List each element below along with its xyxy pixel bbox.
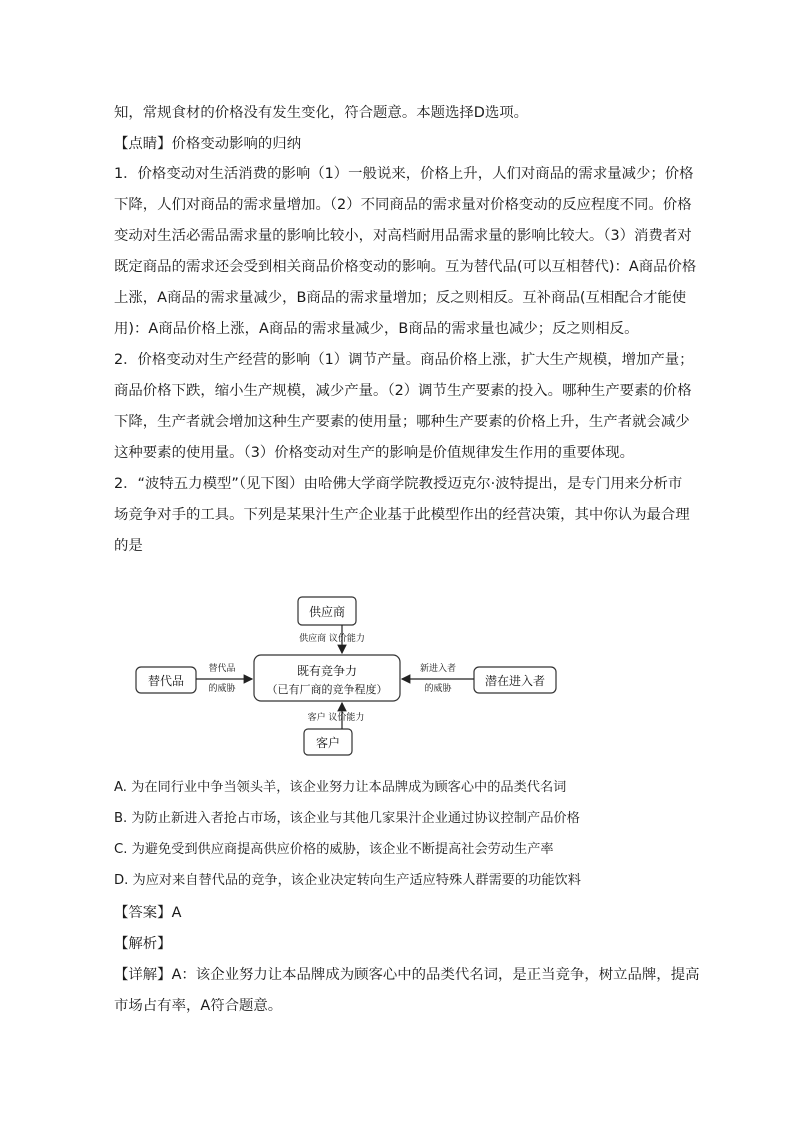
entrant-box-label: 潜在进入者 bbox=[484, 674, 546, 688]
substitute-threat-label-1: 替代品 bbox=[208, 664, 236, 674]
supplier-power-label: 供应商 议价能力 bbox=[299, 634, 365, 644]
question-line-1: 2．“波特五力模型”（见下图）由哈佛大学商学院教授迈克尔·波特提出，是专门用来分析市 bbox=[114, 476, 683, 492]
option-b: B. 为防止新进入者抢占市场，该企业与其他几家果汁企业通过协议控制产品价格 bbox=[114, 811, 580, 826]
substitute-box-label: 替代品 bbox=[147, 674, 185, 688]
text-line-3: 1．价格变动对生活消费的影响（1）一般说来，价格上升，人们对商品的需求量减少；价格 bbox=[114, 166, 694, 182]
entrant-threat-label-1: 新进入者 bbox=[419, 664, 457, 674]
text-line-10: 商品价格下跌，缩小生产规模，减少产量。（2）调节生产要素的投入。哪种生产要素的价格 bbox=[114, 383, 692, 399]
detail-line-1: 【详解】A：该企业努力让本品牌成为顾客心中的品类代名词，是正当竞争，树立品牌，提高 bbox=[114, 967, 700, 983]
entrant-threat-label-2: 的威胁 bbox=[424, 684, 452, 694]
text-line-4: 下降，人们对商品的需求量增加。（2）不同商品的需求量对价格变动的反应程度不同。价格 bbox=[114, 197, 692, 213]
rivalry-line-1: 既有竞争力 bbox=[296, 664, 358, 678]
text-line-9: 2．价格变动对生产经营的影响（1）调节产量。商品价格上涨，扩大生产规模，增加产量； bbox=[114, 352, 694, 368]
tip-heading: 【点睛】价格变动影响的归纳 bbox=[114, 136, 302, 152]
customer-power-label: 客户 议价能力 bbox=[307, 713, 365, 723]
text-line-6: 既定商品的需求还会受到相关商品价格变动的影响。互为替代品(可以互相替代)：A商品价格 bbox=[114, 259, 697, 275]
analysis-heading: 【解析】 bbox=[114, 936, 172, 952]
option-d: D. 为应对来自替代品的竞争，该企业决定转向生产适应特殊人群需要的功能饮料 bbox=[114, 873, 581, 888]
substitute-threat-label-2: 的威胁 bbox=[208, 684, 236, 694]
detail-line-2: 市场占有率，A符合题意。 bbox=[114, 998, 283, 1014]
rivalry-line-2: （已有厂商的竞争程度） bbox=[266, 683, 388, 696]
question-line-2: 场竞争对手的工具。下列是某果汁生产企业基于此模型作出的经营决策，其中你认为最合理 bbox=[114, 507, 690, 523]
text-line-12: 这种要素的使用量。（3）价格变动对生产的影响是价值规律发生作用的重要体现。 bbox=[114, 445, 635, 461]
supplier-box-label: 供应商 bbox=[308, 605, 346, 619]
text-line-8: 用)：A商品价格上涨，A商品的需求量减少，B商品的需求量也减少；反之则相反。 bbox=[114, 321, 639, 337]
five-forces-diagram bbox=[130, 593, 560, 759]
customer-box-label: 客户 bbox=[315, 736, 341, 750]
text-line-11: 下降，生产者就会增加这种生产要素的使用量；哪种生产要素的价格上升，生产者就会减少 bbox=[114, 414, 690, 430]
text-line-1: 知，常规食材的价格没有发生变化，符合题意。本题选择D选项。 bbox=[114, 105, 529, 121]
option-c: C. 为避免受到供应商提高供应价格的威胁，该企业不断提高社会劳动生产率 bbox=[114, 842, 554, 857]
text-line-5: 变动对生活必需品需求量的影响比较小，对高档耐用品需求量的影响比较大。（3）消费者对 bbox=[114, 228, 692, 244]
answer-line: 【答案】A bbox=[114, 905, 182, 921]
option-a: A. 为在同行业中争当领头羊，该企业努力让本品牌成为顾客心中的品类代名词 bbox=[114, 780, 567, 795]
text-line-7: 上涨，A商品的需求量减少，B商品的需求量增加；反之则相反。互补商品(互相配合才能使 bbox=[114, 290, 687, 306]
question-line-3: 的是 bbox=[114, 538, 143, 554]
